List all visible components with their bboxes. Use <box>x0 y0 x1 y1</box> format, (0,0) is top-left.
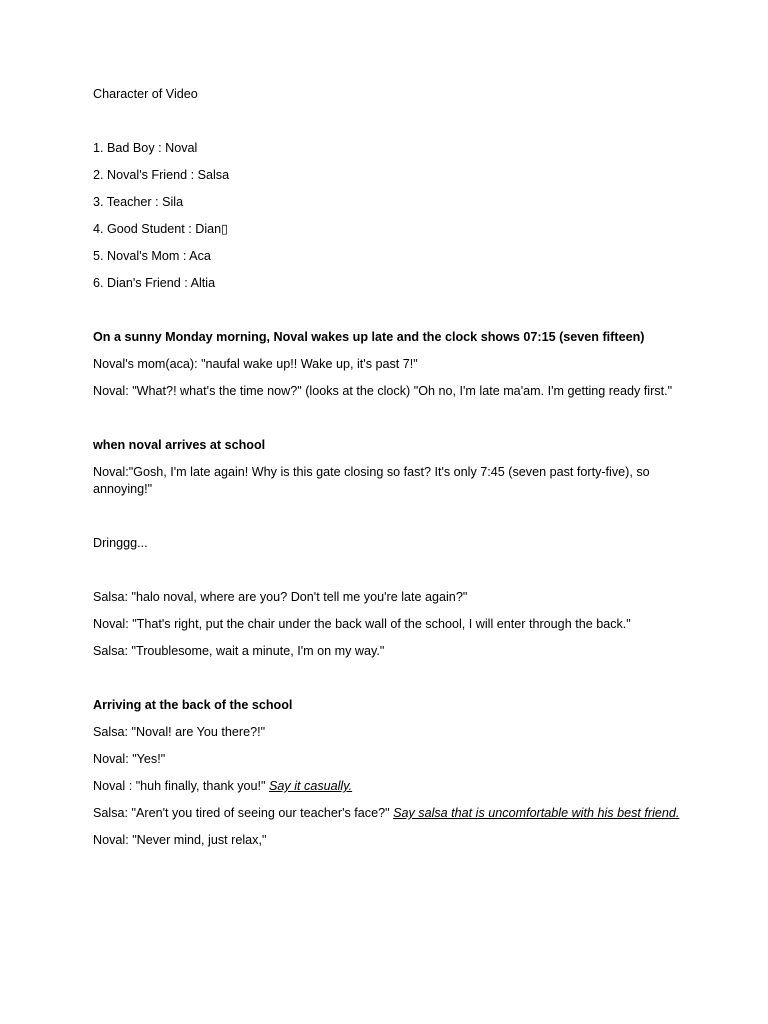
spacer <box>93 768 683 778</box>
spacer <box>93 454 683 464</box>
scene3-line-2: Noval: "Yes!" <box>93 752 166 766</box>
spacer <box>93 400 683 437</box>
scene2-heading: when noval arrives at school <box>93 438 266 452</box>
spacer <box>93 741 683 751</box>
spacer <box>93 714 683 724</box>
document-page <box>93 86 683 849</box>
spacer <box>93 157 683 167</box>
character-item-4: 4. Good Student : Dian▯ <box>93 222 229 236</box>
spacer <box>93 660 683 697</box>
spacer <box>93 373 683 383</box>
spacer <box>93 211 683 221</box>
spacer <box>93 552 683 589</box>
scene3-line-1: Salsa: "Noval! are You there?!" <box>93 725 266 739</box>
sound-effect: Dringgg... <box>93 536 148 550</box>
scene1-heading: On a sunny Monday morning, Noval wakes up late and the clock shows 07:15 (seven fifteen) <box>93 330 645 344</box>
scene3-line-4 <box>93 805 683 822</box>
stage-direction: Say salsa that is uncomfortable with his best friend. <box>393 806 680 820</box>
scene3-line-3 <box>93 778 683 795</box>
spacer <box>93 795 683 805</box>
spacer <box>93 265 683 275</box>
character-item-6: 6. Dian's Friend : Altia <box>93 276 216 290</box>
scene1-line-1: Noval's mom(aca): "naufal wake up!! Wake up, it's past 7!" <box>93 357 418 371</box>
scene1-line-2: Noval: "What?! what's the time now?" (looks at the clock) "Oh no, I'm late ma'am. I'm getting ready first." <box>93 384 673 398</box>
scene3-heading: Arriving at the back of the school <box>93 698 293 712</box>
character-item-1: 1. Bad Boy : Noval <box>93 141 198 155</box>
scene3-line-5: Noval: "Never mind, just relax," <box>93 833 267 847</box>
scene2-line-1: Noval:"Gosh, I'm late again! Why is this gate closing so fast? It's only 7:45 (seven past forty-five), so annoying!" <box>93 465 650 496</box>
spacer <box>93 238 683 248</box>
scene3-line-4-text: Salsa: "Aren't you tired of seeing our teacher's face?" <box>93 806 394 820</box>
character-item-3: 3. Teacher : Sila <box>93 195 184 209</box>
stage-direction: Say it casually. <box>269 779 353 793</box>
spacer <box>93 184 683 194</box>
call-line-3: Salsa: "Troublesome, wait a minute, I'm on my way." <box>93 644 385 658</box>
scene3-line-3-text: Noval : "huh finally, thank you!" <box>93 779 270 793</box>
spacer <box>93 498 683 535</box>
call-line-2: Noval: "That's right, put the chair under the back wall of the school, I will enter through the back." <box>93 617 631 631</box>
spacer <box>93 606 683 616</box>
doc-title: Character of Video <box>93 87 198 101</box>
character-item-5: 5. Noval's Mom : Aca <box>93 249 211 263</box>
spacer <box>93 633 683 643</box>
spacer <box>93 822 683 832</box>
character-item-2: 2. Noval's Friend : Salsa <box>93 168 230 182</box>
spacer <box>93 292 683 329</box>
call-line-1: Salsa: "halo noval, where are you? Don't tell me you're late again?" <box>93 590 468 604</box>
spacer <box>93 103 683 140</box>
spacer <box>93 346 683 356</box>
